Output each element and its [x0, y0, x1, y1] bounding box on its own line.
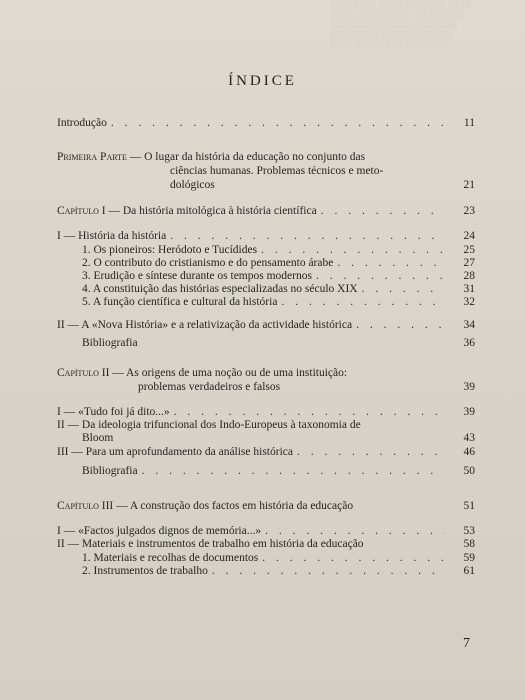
part-title-line2: ciências humanas. Problemas técnicos e meto- — [170, 165, 384, 177]
page-number: 34 — [463, 319, 475, 331]
chapter-title-line2: problemas verdadeiros e falsos — [138, 381, 281, 393]
entry-label: 3. Erudição e síntese durante os tempos modernos — [82, 270, 312, 282]
leader-dots — [170, 229, 445, 243]
leader-dots — [321, 204, 445, 218]
page-number: 11 — [463, 117, 475, 129]
page-number: 28 — [463, 270, 475, 282]
chapter-title-line1: — As origens de uma noção ou de uma instituição: — [109, 367, 348, 379]
leader-dots — [297, 445, 445, 459]
entry-label: 5. A função científica e cultural da história — [82, 296, 278, 308]
chapter-prefix: Capítulo III — [57, 500, 114, 512]
entry-label: II — A «Nova História» e a relativização da actividade histórica — [57, 319, 353, 331]
toc-entry-cap1-sec1[interactable] — [57, 229, 475, 243]
leader-dots — [262, 551, 445, 565]
index-title: ÍNDICE — [228, 73, 297, 89]
toc-entry-cap1-item4[interactable] — [82, 282, 475, 296]
toc-entry-cap2-sec2[interactable]: II — Da ideologia trifuncional dos Indo-Europeus à taxonomia de — [57, 419, 361, 431]
leader-dots — [337, 256, 445, 270]
entry-label: Bibliografia — [82, 465, 138, 477]
leader-dots — [212, 564, 445, 578]
page-number: 39 — [463, 406, 475, 418]
entry-label: I — História da história — [57, 230, 167, 242]
toc-entry-capitulo-1[interactable] — [57, 204, 475, 218]
chapter-title: — A construção dos factos em história da educação — [113, 500, 354, 512]
toc-entry-cap1-item3[interactable] — [82, 269, 475, 283]
page-number: 43 — [463, 432, 475, 444]
page-folio-number: 7 — [463, 636, 470, 651]
leader-dots — [111, 116, 445, 130]
leader-dots — [265, 524, 445, 538]
cap2-sec2-line2-row — [82, 431, 475, 445]
page-number: 23 — [463, 205, 475, 217]
page-number: 31 — [463, 283, 475, 295]
entry-label: I — «Tudo foi já dito...» — [57, 406, 170, 418]
toc-entry-cap1-item1[interactable] — [82, 243, 475, 257]
part-title-line3: dológicos — [170, 179, 215, 191]
toc-entry-primeira-parte[interactable] — [57, 150, 457, 164]
toc-entry-cap2-bibliografia[interactable] — [82, 464, 475, 478]
toc-entry-cap1-item5[interactable] — [82, 295, 475, 309]
entry-label: I — «Factos julgados dignos de memória...» — [57, 525, 262, 537]
page-number: 24 — [463, 230, 475, 242]
entry-label: 2. Instrumentos de trabalho — [82, 565, 208, 577]
toc-entry-cap2-sec1[interactable] — [57, 405, 475, 419]
page-number: 25 — [463, 244, 475, 256]
toc-entry-cap1-item2[interactable] — [82, 256, 475, 270]
page-number: 21 — [463, 179, 475, 191]
page-number: 46 — [463, 446, 475, 458]
entry-label-line2: Bloom — [82, 432, 114, 444]
entry-label: II — Materiais e instrumentos de trabalho em história da educação — [57, 538, 364, 550]
toc-entry-capitulo-2[interactable] — [57, 366, 457, 380]
leader-dots — [261, 243, 445, 257]
toc-entry-cap1-bibliografia[interactable] — [82, 336, 475, 350]
page-number: 53 — [463, 525, 475, 537]
part-title-line3-row — [170, 178, 475, 192]
entry-label: 2. O contributo do cristianismo e do pensamento árabe — [82, 257, 334, 269]
entry-label: Bibliografia — [82, 337, 138, 349]
page-number: 50 — [463, 465, 475, 477]
page-number: 61 — [463, 565, 475, 577]
bleed-through-text: ░░░░░ ░░░ ░░░░ ░░░░░░░ ░░ ░░ ░░░░ ░░░░░ ░░░░░ ░░ ░░░░░░ ░░░ ░░░░░░ ░░░░ ░░░░░ ░░░ ░░░░░ ░░░ ░░░░░░ ░░░░ ░░ ░░░░ ░░░░░ ░░░ ░░░░░░░░ — [330, 0, 471, 49]
leader-dots — [142, 464, 445, 478]
page-number: 39 — [463, 381, 475, 393]
entry-label: III — Para um aprofundamento da análise histórica — [57, 446, 293, 458]
entry-label: 1. Materiais e recolhas de documentos — [82, 552, 259, 564]
page-number: 51 — [463, 500, 475, 512]
entry-label: 4. A constituição das histórias especializadas no século XIX — [82, 283, 358, 295]
chapter-2-line2-row — [138, 380, 475, 394]
leader-dots — [362, 282, 445, 296]
toc-entry-cap1-sec2[interactable] — [57, 318, 475, 332]
leader-dots — [356, 318, 445, 332]
leader-dots — [316, 269, 445, 283]
leader-dots — [281, 295, 445, 309]
entry-label: Introdução — [57, 117, 107, 129]
page-number: 58 — [463, 538, 475, 550]
page-number: 32 — [463, 296, 475, 308]
part-prefix: Primeira Parte — [57, 151, 127, 163]
toc-entry-cap3-sec1[interactable] — [57, 524, 475, 538]
page-number: 59 — [463, 552, 475, 564]
chapter-title: — Da história mitológica à história científica — [105, 205, 317, 217]
toc-entry-capitulo-3[interactable] — [57, 499, 475, 513]
part-title-line1: — O lugar da história da educação no conjunto das — [126, 151, 366, 163]
toc-entry-introducao[interactable] — [57, 116, 475, 130]
toc-entry-cap2-sec3[interactable] — [57, 445, 475, 459]
toc-entry-cap3-sec2[interactable] — [57, 537, 475, 551]
page-number: 27 — [463, 257, 475, 269]
chapter-prefix: Capítulo I — [57, 205, 106, 217]
toc-entry-cap3-item2[interactable] — [82, 564, 475, 578]
entry-label: 1. Os pioneiros: Heródoto e Tucídides — [82, 244, 258, 256]
page-number: 36 — [463, 337, 475, 349]
toc-entry-cap3-item1[interactable] — [82, 551, 475, 565]
chapter-prefix: Capítulo II — [57, 367, 110, 379]
leader-dots — [174, 405, 445, 419]
